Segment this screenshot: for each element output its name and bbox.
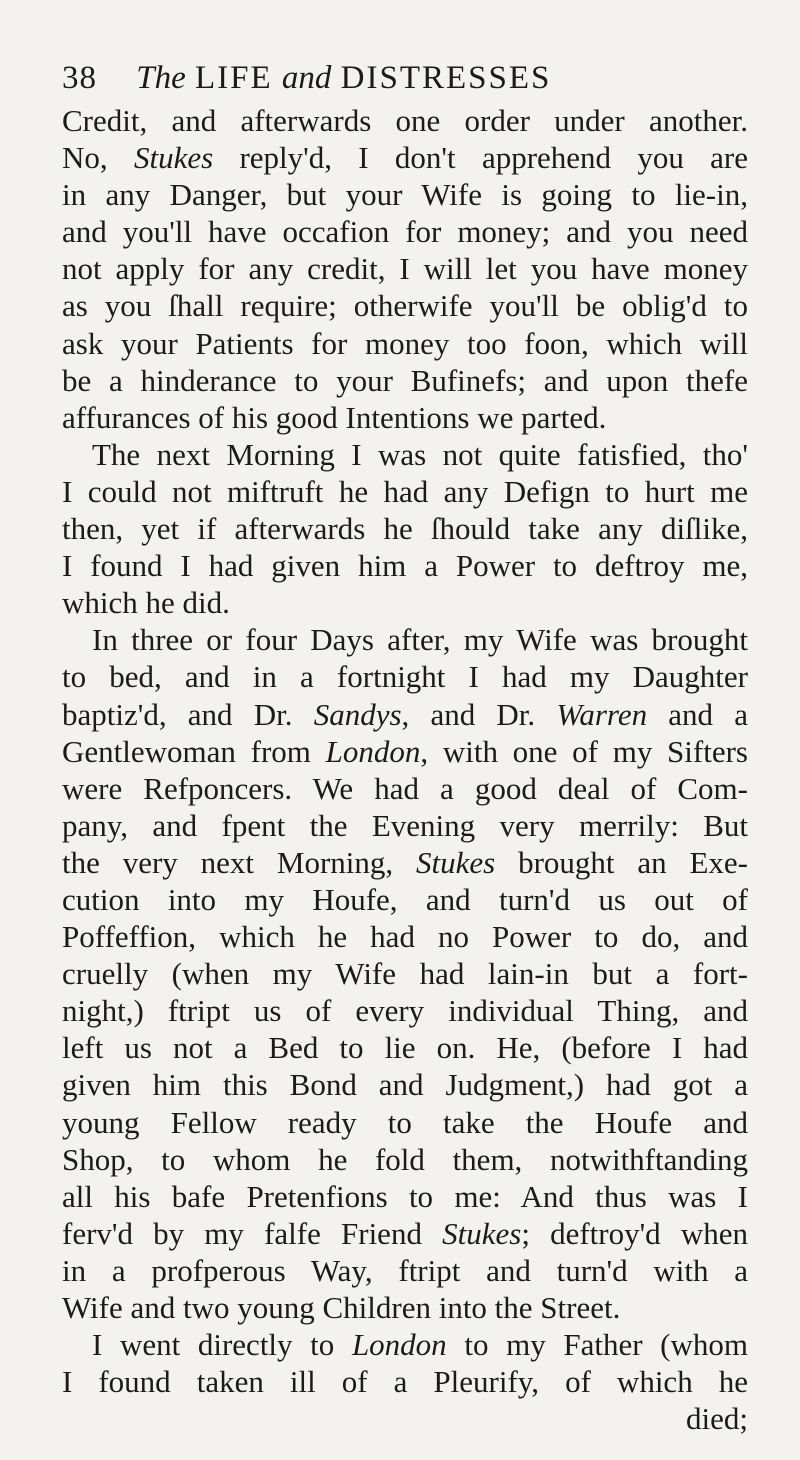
- text-segment: in any Danger, but your Wife is going to lie-in,: [62, 177, 748, 213]
- text-segment: Shop, to whom he fold them, notwithftanding: [62, 1141, 748, 1177]
- text-segment: I went directly to: [92, 1327, 352, 1363]
- header-the: The: [136, 60, 186, 96]
- text-line: [62, 473, 748, 510]
- text-line: [62, 1066, 748, 1103]
- running-header: [62, 58, 742, 98]
- text-segment: , and Dr.: [401, 696, 557, 732]
- text-segment: , with one of my Sifters: [420, 733, 748, 769]
- text-line: [62, 436, 748, 473]
- text-line: [62, 287, 748, 324]
- text-segment: be a hinderance to your Bufinefs; and upon thefe: [62, 362, 748, 398]
- text-line: [62, 1252, 748, 1289]
- text-line: [62, 213, 748, 250]
- text-segment: to bed, and in a fortnight I had my Daughter: [62, 659, 748, 695]
- text-line: [62, 696, 748, 733]
- text-segment: were Refponcers. We had a good deal of Com-: [62, 770, 748, 806]
- text-segment: cruelly (when my Wife had lain-in but a fort-: [62, 956, 748, 992]
- text-segment: to my Father (whom: [446, 1327, 748, 1363]
- text-segment: not apply for any credit, I will let you have money: [62, 251, 748, 287]
- text-line: [62, 1104, 748, 1141]
- italic-name: London: [325, 733, 421, 769]
- text-segment: The next Morning I was not quite fatisfied, tho': [92, 436, 748, 472]
- text-line: [62, 325, 748, 362]
- text-segment: Wife and two young Children into the Street.: [62, 1290, 621, 1325]
- text-segment: ; deftroy'd when: [521, 1215, 748, 1251]
- header-life: LIFE: [195, 60, 273, 96]
- text-line: [62, 362, 748, 399]
- text-line: [62, 584, 748, 621]
- italic-name: Stukes: [442, 1215, 522, 1251]
- text-segment: in a profperous Way, ftript and turn'd with a: [62, 1252, 748, 1288]
- text-line: [62, 1178, 748, 1215]
- italic-name: Stukes: [133, 140, 214, 176]
- text-line: [62, 992, 748, 1029]
- text-line: [62, 1289, 748, 1326]
- text-segment: affurances of his good Intentions we parted.: [62, 399, 607, 435]
- text-line: [62, 139, 748, 176]
- text-line: [62, 807, 748, 844]
- text-line: [62, 1215, 748, 1252]
- text-segment: No,: [62, 140, 134, 176]
- text-segment: I found I had given him a Power to deftroy me,: [62, 548, 748, 584]
- text-segment: left us not a Bed to lie on. He, (before I had: [62, 1030, 748, 1066]
- text-line: [62, 510, 748, 547]
- text-segment: cution into my Houfe, and turn'd us out of: [62, 881, 748, 917]
- text-segment: I could not miftruft he had any Defign to hurt me: [62, 473, 748, 509]
- text-segment: baptiz'd, and Dr.: [62, 696, 314, 732]
- text-line: [62, 1029, 748, 1066]
- text-line: [62, 881, 748, 918]
- italic-name: Warren: [556, 696, 648, 732]
- text-line: [62, 250, 748, 287]
- text-segment: Gentlewoman from: [62, 733, 326, 769]
- text-segment: all his bafe Pretenfions to me: And thus was I: [62, 1178, 748, 1214]
- text-segment: pany, and fpent the Evening very merrily: But: [62, 807, 748, 843]
- text-segment: as you ſhall require; otherwife you'll be oblig'd to: [62, 288, 748, 324]
- italic-name: Stukes: [416, 844, 496, 880]
- text-segment: given him this Bond and Judgment,) had got a: [62, 1067, 748, 1103]
- text-line: [62, 1326, 748, 1363]
- text-line: [62, 102, 748, 139]
- text-line: [62, 770, 748, 807]
- italic-name: Sandys: [313, 696, 402, 732]
- text-line: [62, 621, 748, 658]
- text-line: [62, 918, 748, 955]
- text-line: [62, 1363, 748, 1400]
- text-segment: the very next Morning,: [62, 844, 417, 880]
- text-segment: night,) ftript us of every individual Thing, and: [62, 993, 748, 1029]
- text-segment: and a: [647, 696, 748, 732]
- page-number: 38: [62, 60, 97, 96]
- text-line: [62, 658, 748, 695]
- text-segment: Credit, and afterwards one order under another.: [62, 103, 748, 138]
- text-segment: then, yet if afterwards he ſhould take any diſlike,: [62, 511, 748, 547]
- text-line: [62, 733, 748, 770]
- text-segment: In three or four Days after, my Wife was brought: [92, 622, 748, 658]
- text-line: [62, 1141, 748, 1178]
- italic-name: London: [351, 1327, 447, 1363]
- text-segment: I found taken ill of a Pleurify, of which he: [62, 1364, 748, 1400]
- header-and: and: [281, 60, 332, 96]
- text-segment: which he did.: [62, 585, 230, 621]
- text-segment: young Fellow ready to take the Houfe and: [62, 1104, 748, 1140]
- text-segment: brought an Exe-: [495, 844, 748, 880]
- text-segment: and you'll have occafion for money; and you need: [62, 214, 748, 250]
- text-line: [62, 1400, 748, 1437]
- text-line: [62, 844, 748, 881]
- text-line: [62, 176, 748, 213]
- text-line: [62, 547, 748, 584]
- text-segment: died;: [686, 1401, 748, 1437]
- body-text: [62, 102, 748, 1437]
- text-line: [62, 399, 748, 436]
- header-distresses: DISTRESSES: [340, 60, 552, 96]
- text-segment: ferv'd by my falfe Friend: [62, 1215, 443, 1251]
- text-segment: ask your Patients for money too foon, which will: [62, 325, 748, 361]
- text-segment: reply'd, I don't apprehend you are: [213, 140, 748, 176]
- text-line: [62, 955, 748, 992]
- text-segment: Poffeffion, which he had no Power to do, and: [62, 919, 748, 955]
